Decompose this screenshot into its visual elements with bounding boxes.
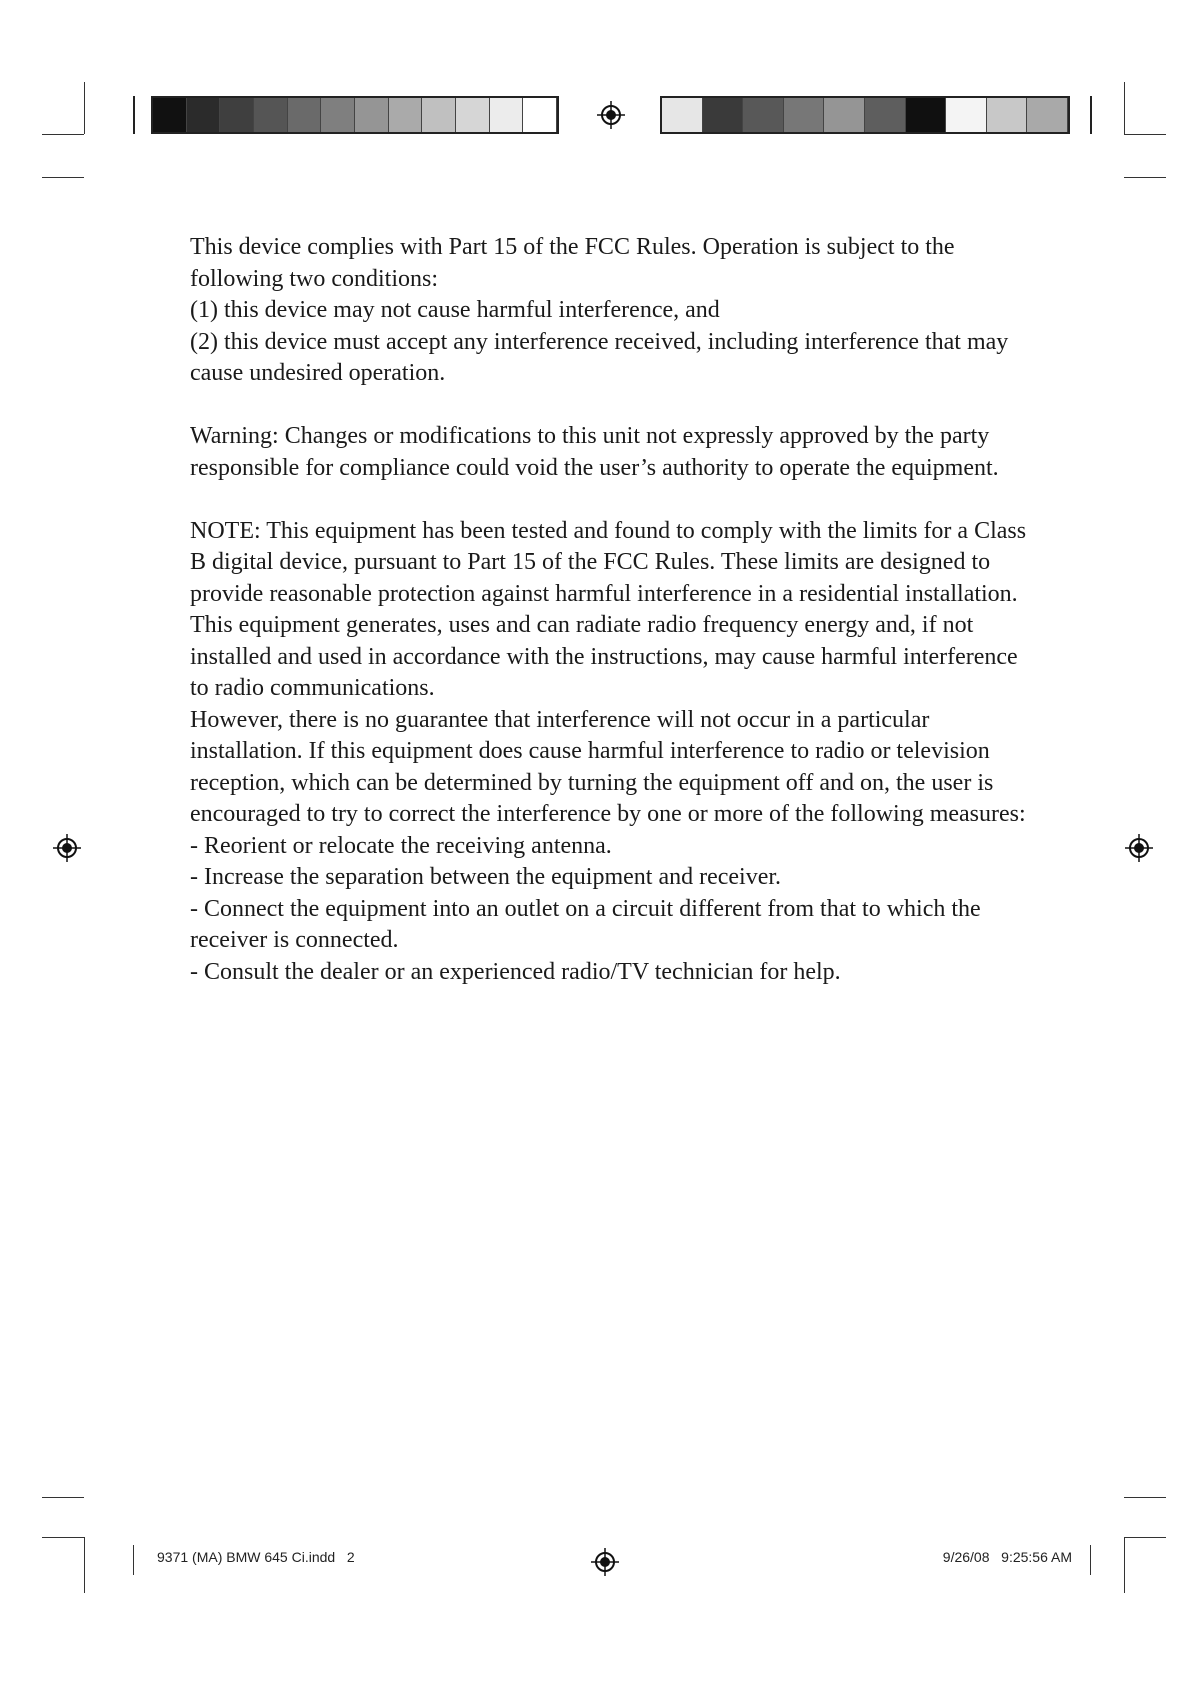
right-bar-swatch	[824, 98, 865, 132]
crop-mark-bottom-right-h2	[1124, 1537, 1166, 1538]
right-bar-swatch	[946, 98, 987, 132]
bar-tick-left	[133, 96, 135, 134]
left-bar-swatch	[288, 98, 322, 132]
paragraph-however: However, there is no guarantee that interference will not occur in a particular installation. If this equipment does cause harmful interference to radio or television reception, which can be determined by turning the equipment off and on, the user is encouraged to try to correct the interference by one or more of the following measures:	[190, 706, 1026, 827]
bar-tick-right	[1090, 96, 1092, 134]
left-bar-swatch	[490, 98, 524, 132]
crop-mark-top-left-h	[42, 134, 84, 135]
left-bar-swatch	[187, 98, 221, 132]
condition-2: (2) this device must accept any interference received, including interference that may cause undesired operation.	[190, 328, 1009, 386]
right-bar-swatch	[865, 98, 906, 132]
color-bar-right	[660, 96, 1070, 134]
registration-mark-left-icon	[52, 833, 82, 863]
left-bar-swatch	[456, 98, 490, 132]
measure-outlet: - Connect the equipment into an outlet on a circuit different from that to which the receiver is connected.	[190, 895, 981, 953]
slug-datetime: 9/26/08 9:25:56 AM	[942, 1549, 1072, 1565]
measure-separation: - Increase the separation between the equipment and receiver.	[190, 864, 782, 890]
left-bar-swatch	[389, 98, 423, 132]
right-bar-swatch	[784, 98, 825, 132]
right-bar-swatch	[662, 98, 703, 132]
crop-mark-bottom-left-v	[84, 1537, 85, 1593]
right-bar-swatch	[703, 98, 744, 132]
paragraph-warning: Warning: Changes or modifications to this unit not expressly approved by the party responsible for compliance could void the user’s authority to operate the equipment.	[190, 423, 999, 481]
paragraph-compliance: This device complies with Part 15 of the FCC Rules. Operation is subject to the following two conditions:	[190, 234, 955, 292]
slug-tick-left	[133, 1545, 134, 1575]
left-bar-swatch	[355, 98, 389, 132]
measure-reorient: - Reorient or relocate the receiving antenna.	[190, 832, 612, 859]
right-bar-swatch	[743, 98, 784, 132]
right-bar-swatch	[987, 98, 1028, 132]
crop-mark-top-left-h2	[42, 177, 84, 178]
left-bar-swatch	[321, 98, 355, 132]
crop-mark-bottom-right-v	[1124, 1537, 1125, 1593]
crop-mark-top-right-h	[1124, 134, 1166, 135]
crop-mark-bottom-left-h2	[42, 1537, 84, 1538]
paragraph-note: NOTE: This equipment has been tested and found to comply with the limits for a Class B digital device, pursuant to Part 15 of the FCC Rules. These limits are designed to provide reasonable protection against harmful interference in a residential installation. This equipment generates, uses and can radiate radio frequency energy and, if not installed and used in accordance with the instructions, may cause harmful interference to radio communications.	[190, 517, 1027, 701]
crop-mark-bottom-left-h	[42, 1497, 84, 1498]
left-bar-swatch	[523, 98, 557, 132]
registration-mark-top-icon	[596, 100, 626, 130]
condition-1: (1) this device may not cause harmful interference, and	[190, 297, 720, 323]
color-bar-left	[151, 96, 559, 134]
left-bar-swatch	[220, 98, 254, 132]
slug-tick-right	[1090, 1545, 1091, 1575]
fcc-statement	[190, 232, 1040, 988]
registration-mark-right-icon	[1124, 833, 1154, 863]
slug-filename: 9371 (MA) BMW 645 Ci.indd 2	[157, 1549, 355, 1565]
left-bar-swatch	[254, 98, 288, 132]
right-bar-swatch	[906, 98, 947, 132]
left-bar-swatch	[153, 98, 187, 132]
left-bar-swatch	[422, 98, 456, 132]
crop-mark-bottom-right-h	[1124, 1497, 1166, 1498]
crop-mark-top-left-v	[84, 82, 85, 134]
registration-mark-bottom-icon	[590, 1547, 620, 1577]
crop-mark-top-right-v	[1124, 82, 1125, 134]
crop-mark-top-right-h2	[1124, 177, 1166, 178]
right-bar-swatch	[1027, 98, 1068, 132]
measure-consult: - Consult the dealer or an experienced radio/TV technician for help.	[190, 958, 841, 985]
